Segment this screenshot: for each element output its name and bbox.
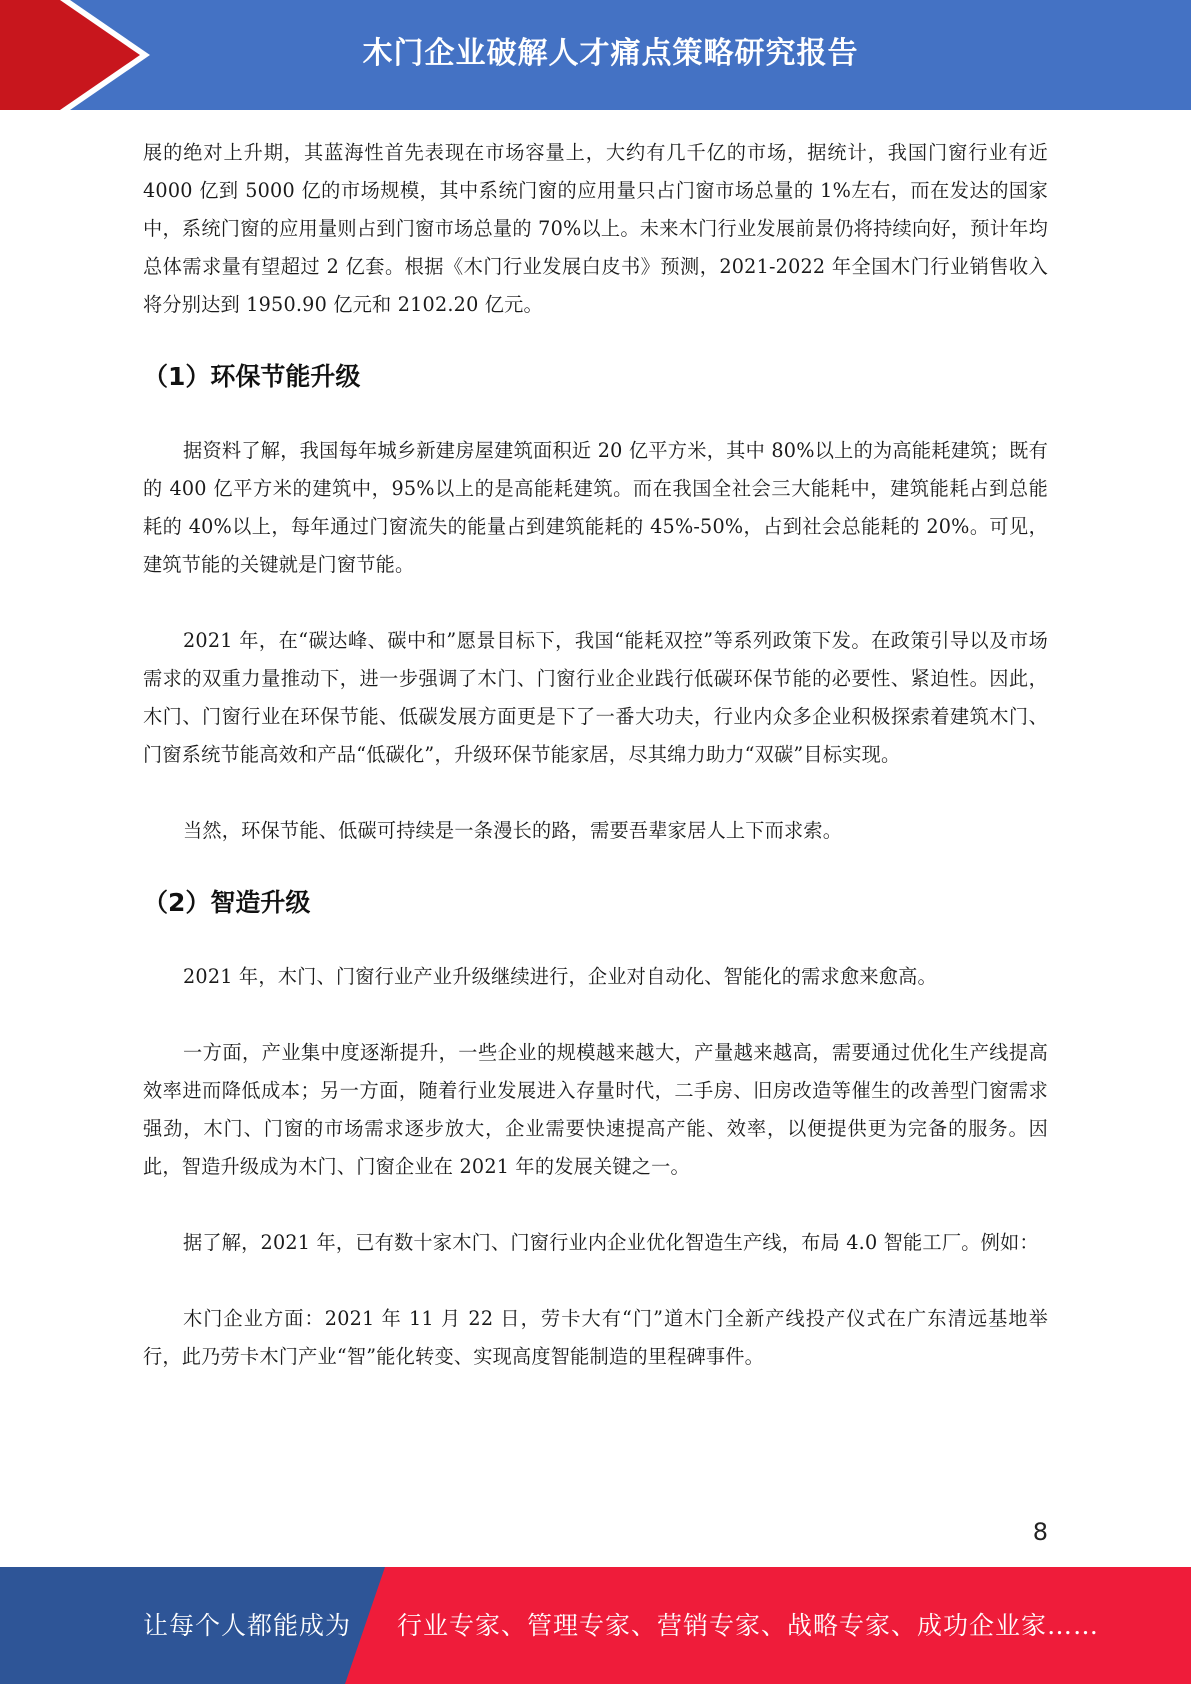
page-footer: [0, 1567, 1191, 1684]
intro-paragraph: 展的绝对上升期，其蓝海性首先表现在市场容量上，大约有几千亿的市场，据统计，我国门窗行业有近 4000 亿到 5000 亿的市场规模，其中系统门窗的应用量只占门窗市场总量的 1%左右，而在发达的国家中，系统门窗的应用量则占到门窗市场总量的 70%以上。未来木门行业发展前景仍将持续向好，预计年均总体需求量有望超过 2 亿套。根据《木门行业发展白皮书》预测，2021-2022 年全国木门行业销售收入将分别达到 1950.90 亿元和 2102.20 亿元。: [143, 141, 1048, 316]
section-heading-eco: （1）环保节能升级: [143, 362, 361, 391]
paragraph: 当然，环保节能、低碳可持续是一条漫长的路，需要吾辈家居人上下而求索。: [183, 819, 843, 842]
paragraph: 2021 年，在“碳达峰、碳中和”愿景目标下，我国“能耗双控”等系列政策下发。在政策引导以及市场需求的双重力量推动下，进一步强调了木门、门窗行业企业践行低碳环保节能的必要性、紧迫性。因此，木门、门窗行业在环保节能、低碳发展方面更是下了一番大功夫，行业内众多企业积极探索着建筑木门、门窗系统节能高效和产品“低碳化”，升级环保节能家居，尽其绵力助力“双碳”目标实现。: [143, 629, 1048, 766]
paragraph: 据资料了解，我国每年城乡新建房屋建筑面积近 20 亿平方米，其中 80%以上的为高能耗建筑；既有的 400 亿平方米的建筑中，95%以上的是高能耗建筑。而在我国全社会三大能耗中，建筑能耗占到总能耗的 40%以上，每年通过门窗流失的能量占到建筑能耗的 45%-50%，占到社会总能耗的 20%。可见，建筑节能的关键就是门窗节能。: [143, 439, 1048, 576]
page-header: [0, 0, 1191, 110]
document-title: 木门企业破解人才痛点策略研究报告: [362, 36, 859, 71]
paragraph: 2021 年，木门、门窗行业产业升级继续进行，企业对自动化、智能化的需求愈来愈高。: [183, 965, 937, 988]
footer-slogan-right: 行业专家、管理专家、营销专家、战略专家、成功企业家……: [397, 1611, 1100, 1640]
paragraph: 木门企业方面：2021 年 11 月 22 日，劳卡大有“门”道木门全新产线投产仪式在广东清远基地举行，此乃劳卡木门产业“智”能化转变、实现高度智能制造的里程碑事件。: [143, 1307, 1048, 1368]
paragraph: 一方面，产业集中度逐渐提升，一些企业的规模越来越大，产量越来越高，需要通过优化生产线提高效率进而降低成本；另一方面，随着行业发展进入存量时代，二手房、旧房改造等催生的改善型门窗需求强劲，木门、门窗的市场需求逐步放大，企业需要快速提高产能、效率，以便提供更为完备的服务。因此，智造升级成为木门、门窗企业在 2021 年的发展关键之一。: [143, 1041, 1048, 1178]
section-heading-smart: （2）智造升级: [143, 888, 311, 917]
footer-slogan-left: 让每个人都能成为: [143, 1611, 352, 1640]
page-number: 8: [1032, 1518, 1048, 1546]
paragraph: 据了解，2021 年，已有数十家木门、门窗行业内企业优化智造生产线，布局 4.0 智能工厂。例如：: [183, 1231, 1039, 1254]
page-content: [143, 134, 1048, 1376]
